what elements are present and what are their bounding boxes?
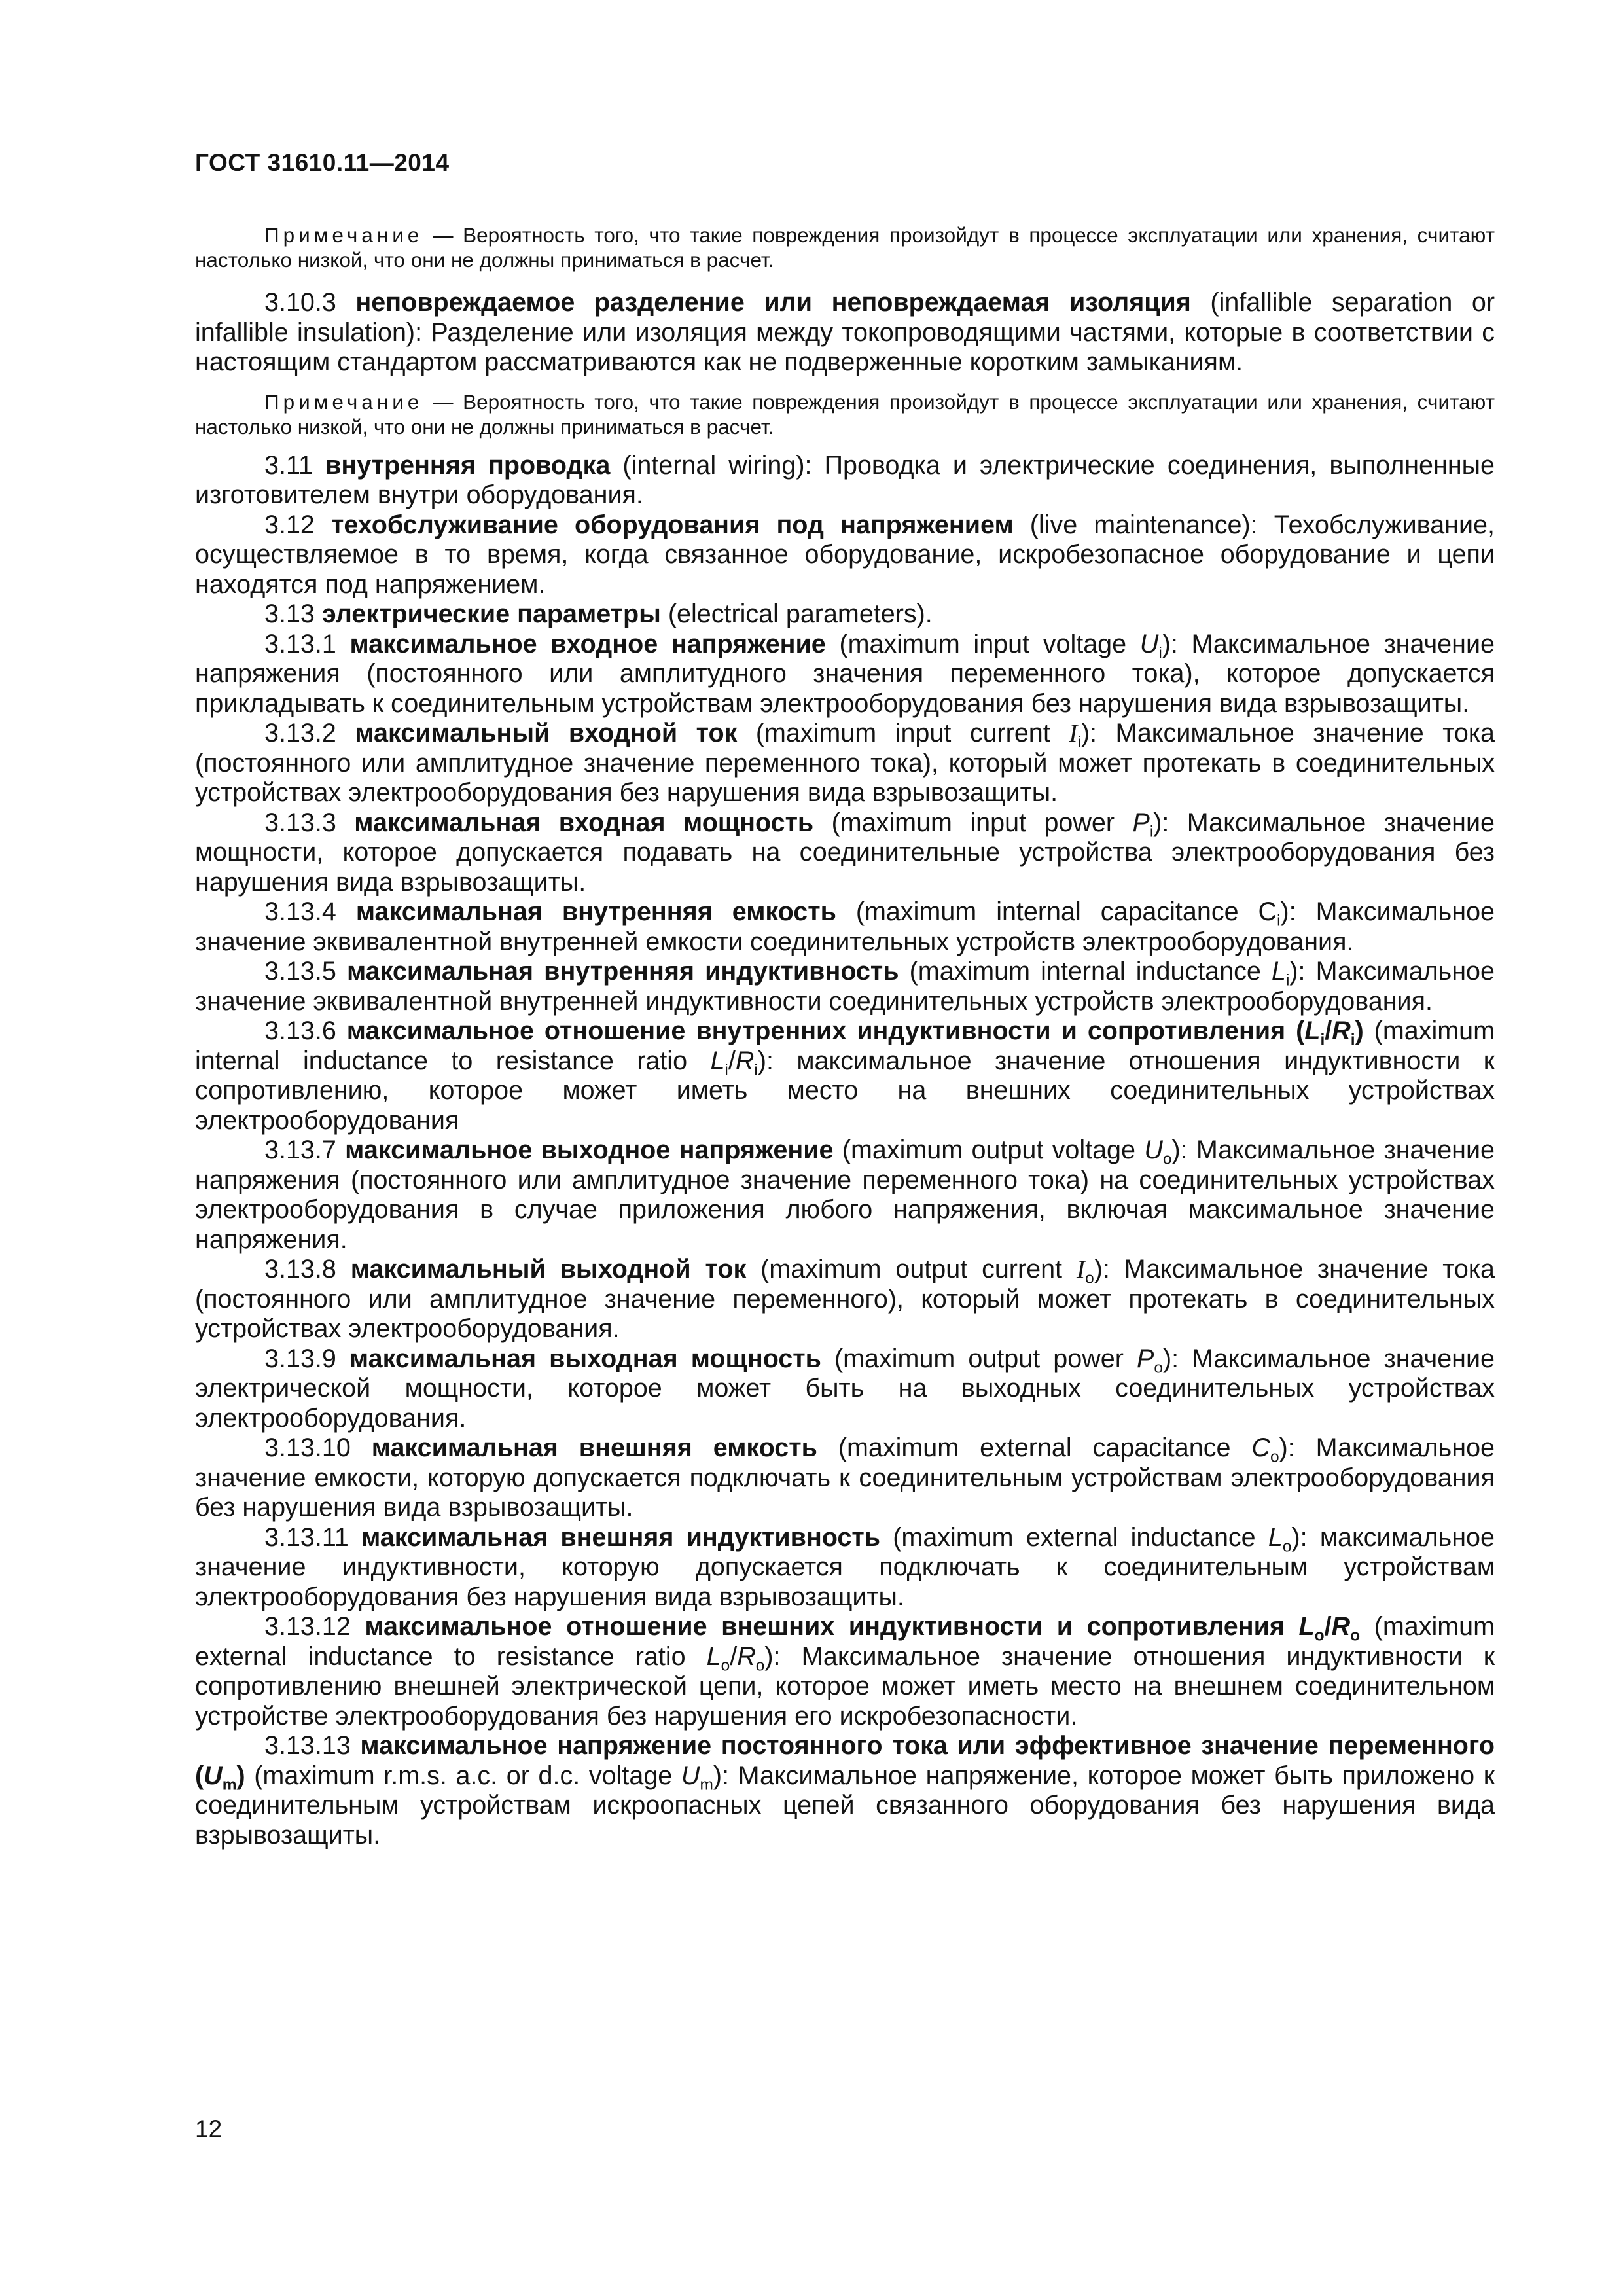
symbol-subscript: i xyxy=(1277,912,1281,930)
standard-code-header: ГОСТ 31610.11—2014 xyxy=(195,149,450,176)
term: неповреждаемое разделение или неповреждаемая изоляция xyxy=(355,288,1191,317)
term: максимальная внешняя индуктивность xyxy=(361,1522,881,1552)
term: максимальное отношение внешних индуктивности и сопротивления $L_o/R_o$ xyxy=(365,1612,1361,1645)
clause-3-13-1 xyxy=(195,630,1495,719)
symbol-subscript: i xyxy=(1077,733,1081,751)
clause-number: 3.13.10 xyxy=(264,1433,372,1462)
note-text: — Вероятность того, что такие повреждения произойдут в процессе эксплуатации или хранения, считают настолько низкой, что они не должны приниматься в расчет. xyxy=(195,389,1495,439)
clause-number: 3.13.5 xyxy=(264,957,347,986)
term: внутренняя проводка xyxy=(325,450,611,480)
clause-3-11 xyxy=(195,451,1495,511)
clause-number: 3.13.13 xyxy=(264,1731,361,1760)
definition: (infallible separation or infallible insulation): Разделение или изоляция между токопроводящими частями, которые в соответствии с настоящим стандартом рассматриваются как не подверженные коротким замыканиям. xyxy=(195,288,1495,376)
symbol: I xyxy=(1069,719,1078,747)
term: максимальная внутренняя емкость xyxy=(355,897,836,926)
note-label: Примечание xyxy=(264,389,423,414)
clause-3-13-13: 3.13.13 максимальное напряжение постоянного тока или эффективное значение переменного $(U_m)$ (maximum r.m.s. a.c. or d.c. voltage $U_m$): Максимальное напряжение, которое может быть приложено к соединительным устройствам искроопасных цепей связанного оборудования без нарушения вида взрывозащиты. xyxy=(195,1731,1495,1850)
term: максимальное отношение внутренних индуктивности и сопротивления $(L_i/R_i)$ xyxy=(346,1016,1364,1049)
note-2 xyxy=(195,389,1495,439)
english-term: (maximum external inductance xyxy=(880,1522,1268,1552)
definition: ): Максимальное значение эквивалентной внутренней емкости соединительных устройств электрооборудования. xyxy=(195,897,1495,956)
symbol: P xyxy=(1136,1344,1154,1373)
clause-number: 3.11 xyxy=(264,450,326,480)
symbol: U xyxy=(1139,629,1159,658)
symbol: L xyxy=(710,1046,725,1075)
clause-3-13-11 xyxy=(195,1523,1495,1613)
definition: ): максимальное значение индуктивности, которую допускается подключать к соединительным устройствам электрооборудования без нарушения вида взрывозащиты. xyxy=(195,1522,1495,1611)
clause-number: 3.13.7 xyxy=(264,1136,346,1164)
definition: ): Максимальное значение тока (постоянного или амплитудное значение переменного), который может протекать в соединительных устройствах электрооборудования. xyxy=(195,1255,1495,1343)
term: максимальный выходной ток xyxy=(350,1255,747,1283)
definition: ): максимальное значение отношения индуктивности к сопротивлению, которое может иметь место на внешних соединительных устройствах электрооборудования xyxy=(195,1046,1495,1135)
note-text: — Вероятность того, что такие повреждения произойдут в процессе эксплуатации или хранения, считают настолько низкой, что они не должны приниматься в расчет. xyxy=(195,223,1495,272)
symbol-subscript: o xyxy=(1282,1537,1292,1556)
clause-3-13-5 xyxy=(195,957,1495,1016)
english-term: (maximum r.m.s. a.c. or d.c. voltage xyxy=(245,1761,681,1790)
definition: (live maintenance): Техобслуживание, осуществляемое в то время, когда связанное оборудование, искробезопасное оборудование и цепи находятся под напряжением. xyxy=(195,510,1495,599)
definition: ): Максимальное значение напряжения (постоянного или амплитудного значения переменного тока), которое допускается прикладывать к соединительным устройствам электрооборудования без нарушения вида взрывозащиты. xyxy=(195,629,1495,718)
term: максимальная выходная мощность xyxy=(349,1344,821,1373)
symbol: C xyxy=(1251,1433,1270,1462)
note-1 xyxy=(195,223,1495,272)
definition: (electrical parameters). xyxy=(660,600,933,628)
english-term: (maximum external inductance to resistance ratio xyxy=(195,1612,1495,1671)
term: максимальный входной ток xyxy=(355,719,738,747)
symbol: U xyxy=(681,1761,700,1790)
definition: ): Максимальное напряжение, которое может быть приложено к соединительным устройствам искроопасных цепей связанного оборудования без нарушения вида взрывозащиты. xyxy=(195,1761,1495,1850)
symbol-subscript: o xyxy=(1085,1269,1094,1287)
clause-3-13-6: 3.13.6 максимальное отношение внутренних индуктивности и сопротивления $(L_i/R_i)$ (maximum internal inductance to resistance ratio $L_i/R_i$): максимальное значение отношения индуктивности к сопротивлению, которое может иметь место на внешних соединительных устройствах электрооборудования xyxy=(195,1016,1495,1135)
symbol-subscript: i xyxy=(1158,644,1162,662)
clause-number: 3.10.3 xyxy=(264,288,356,317)
definition: ): Максимальное значение емкости, которую допускается подключать к соединительным устройствам электрооборудования без нарушения вида взрывозащиты. xyxy=(195,1433,1495,1522)
english-term: (maximum external capacitance xyxy=(817,1433,1252,1462)
definition: ): Максимальное значение тока (постоянного или амплитудное значение переменного тока), который может протекать в соединительных устройствах электрооборудования без нарушения вида взрывозащиты. xyxy=(195,719,1495,807)
clause-3-13 xyxy=(195,600,1495,630)
english-term: (maximum internal inductance to resistance ratio xyxy=(195,1016,1495,1075)
term: максимальная входная мощность xyxy=(354,808,814,837)
page-number: 12 xyxy=(195,2115,223,2142)
definition: ): Максимальное значение отношения индуктивности к сопротивлению внешней электрической цепи, которое может иметь место на внешнем соединительном устройстве электрооборудования без нарушения его искробезопасности. xyxy=(195,1641,1495,1731)
symbol: L xyxy=(1271,957,1286,986)
clause-3-13-8 xyxy=(195,1255,1495,1344)
symbol-subscript: o xyxy=(1162,1150,1172,1168)
english-term: (maximum input voltage xyxy=(825,629,1140,658)
term: техобслуживание оборудования под напряжением xyxy=(330,510,1014,539)
clause-3-13-9 xyxy=(195,1344,1495,1434)
clause-3-13-7 xyxy=(195,1136,1495,1255)
clause-number: 3.13.6 xyxy=(264,1016,347,1045)
definition: ): Максимальное значение мощности, которое допускается подавать на соединительные устройства электрооборудования без нарушения вида взрывозащиты. xyxy=(195,808,1495,897)
symbol: P xyxy=(1132,808,1150,837)
term: максимальное входное напряжение xyxy=(349,629,826,658)
clause-3-13-4 xyxy=(195,897,1495,957)
clause-3-12 xyxy=(195,511,1495,600)
english-term: (maximum output power xyxy=(821,1344,1137,1373)
page-content xyxy=(195,223,1495,1850)
symbol-subscript: i xyxy=(1149,823,1154,841)
definition: ): Максимальное значение эквивалентной внутренней индуктивности соединительных устройств электрооборудования. xyxy=(195,957,1495,1016)
english-term: (maximum internal inductance xyxy=(899,957,1272,986)
clause-3-10-3 xyxy=(195,288,1495,378)
term: максимальное напряжение постоянного тока или эффективное значение переменного $(U_m)$ xyxy=(195,1731,1495,1794)
clause-number: 3.13.4 xyxy=(264,897,356,926)
english-term: (maximum input power xyxy=(813,808,1133,837)
clause-number: 3.13.12 xyxy=(264,1612,365,1641)
english-term: (maximum internal capacitance xyxy=(836,897,1258,926)
english-term: (maximum output voltage xyxy=(833,1136,1145,1164)
term: максимальная внешняя емкость xyxy=(371,1433,817,1462)
symbol-subscript: i xyxy=(1285,971,1290,990)
clause-3-13-2 xyxy=(195,719,1495,808)
symbol: C xyxy=(1258,897,1277,926)
clause-number: 3.13.9 xyxy=(264,1344,349,1373)
definition: ): Максимальное значение электрической мощности, которое может быть на выходных соединительных устройствах электрооборудования. xyxy=(195,1344,1495,1433)
clause-number: 3.13.8 xyxy=(264,1255,351,1283)
symbol-subscript: o xyxy=(1154,1359,1163,1377)
symbol: L xyxy=(706,1641,721,1671)
symbol: L xyxy=(1268,1522,1283,1552)
english-term: (maximum input current xyxy=(737,719,1069,747)
clause-3-13-10 xyxy=(195,1433,1495,1523)
definition: ): Максимальное значение напряжения (постоянного или амплитудное значение переменного тока) на соединительных устройствах электрооборудования в случае приложения любого напряжения, включая максимальное значение напряжения. xyxy=(195,1136,1495,1254)
definition: (internal wiring): Проводка и электрические соединения, выполненные изготовителем внутри оборудования. xyxy=(195,450,1495,509)
clause-number: 3.13 xyxy=(264,600,322,628)
term: электрические параметры xyxy=(321,600,661,628)
symbol-subscript: o xyxy=(1270,1448,1279,1466)
clause-number: 3.12 xyxy=(264,510,331,539)
note-label: Примечание xyxy=(264,223,423,247)
clause-number: 3.13.2 xyxy=(264,719,355,747)
clause-3-13-3 xyxy=(195,808,1495,898)
clause-number: 3.13.1 xyxy=(264,629,350,658)
term: максимальное выходное напряжение xyxy=(345,1136,834,1164)
term: максимальная внутренняя индуктивность xyxy=(346,957,899,986)
english-term: (maximum output current xyxy=(746,1255,1077,1283)
symbol: U xyxy=(1144,1136,1163,1164)
clause-number: 3.13.3 xyxy=(264,808,355,837)
symbol: I xyxy=(1076,1255,1086,1283)
clause-3-13-12: 3.13.12 максимальное отношение внешних индуктивности и сопротивления $L_o/R_o$ (maximum external inductance to resistance ratio $L_o/R_o$): Максимальное значение отношения индуктивности к сопротивлению внешней электрической цепи, которое может иметь место на внешнем соединительном устройстве электрооборудования без нарушения его искробезопасности. xyxy=(195,1612,1495,1731)
clause-number: 3.13.11 xyxy=(264,1522,362,1552)
